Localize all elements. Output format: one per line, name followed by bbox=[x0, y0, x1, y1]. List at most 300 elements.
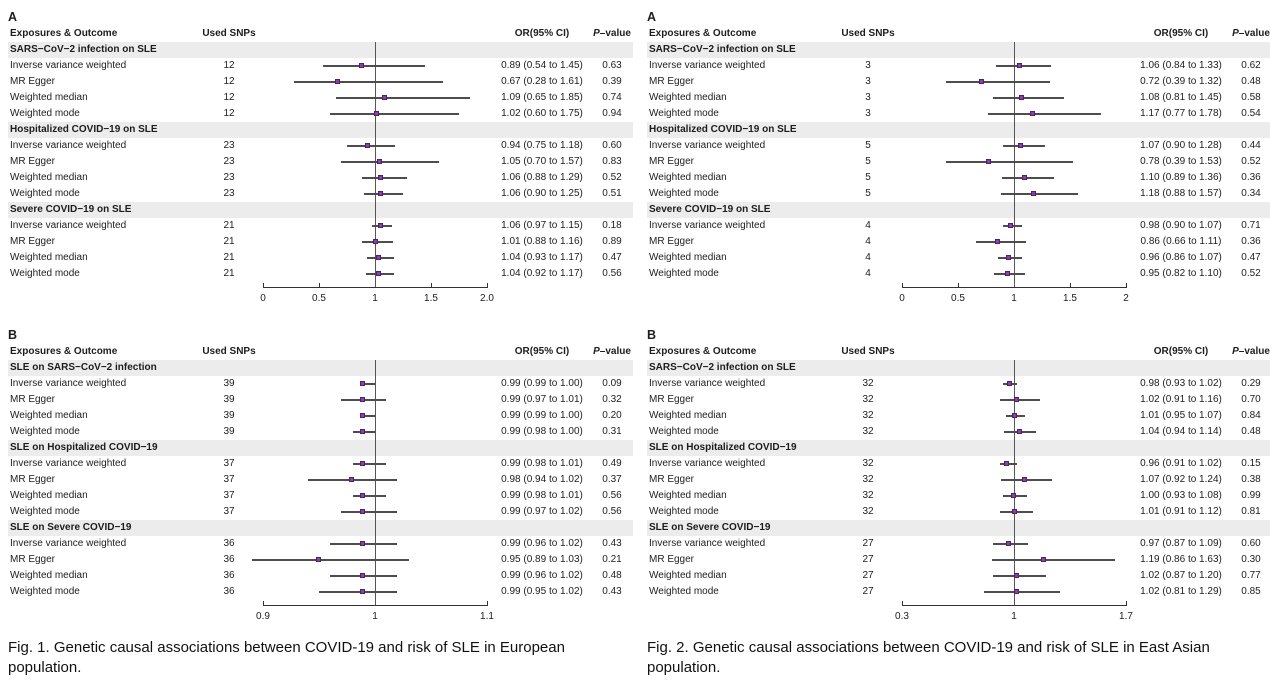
column-header-or-ci: OR(95% CI) bbox=[1153, 28, 1209, 39]
or-point-marker bbox=[382, 95, 387, 100]
or-ci-text: 0.99 (0.98 to 1.01) bbox=[501, 490, 583, 501]
confidence-interval-line bbox=[946, 81, 1050, 82]
confidence-interval-line bbox=[1003, 145, 1046, 146]
or-ci-text: 0.99 (0.99 to 1.00) bbox=[501, 410, 583, 421]
method-label: Weighted median bbox=[10, 92, 88, 103]
method-label: Inverse variance weighted bbox=[649, 140, 766, 151]
axis-tick bbox=[902, 601, 903, 606]
or-ci-text: 0.99 (0.95 to 1.02) bbox=[501, 586, 583, 597]
forest-data-row bbox=[647, 74, 1270, 90]
group-header-row bbox=[647, 122, 1270, 138]
confidence-interval-line bbox=[946, 161, 1074, 162]
column-header-exposures: Exposures & Outcome bbox=[649, 28, 757, 39]
forest-data-row bbox=[647, 266, 1270, 282]
confidence-interval-line bbox=[353, 463, 387, 464]
p-value: 0.77 bbox=[1241, 570, 1261, 581]
snp-count: 36 bbox=[223, 570, 235, 581]
axis-tick bbox=[319, 283, 320, 288]
or-point-marker bbox=[360, 381, 365, 386]
or-ci-text: 0.72 (0.39 to 1.32) bbox=[1140, 76, 1222, 87]
snp-count: 21 bbox=[223, 236, 235, 247]
forest-data-row bbox=[8, 376, 633, 392]
axis-tick bbox=[487, 601, 488, 606]
or-point-marker bbox=[1007, 381, 1012, 386]
snp-count: 27 bbox=[862, 570, 874, 581]
forest-data-row bbox=[647, 218, 1270, 234]
p-value: 0.36 bbox=[1241, 236, 1261, 247]
snp-count: 12 bbox=[223, 108, 235, 119]
or-ci-text: 0.99 (0.97 to 1.02) bbox=[501, 506, 583, 517]
snp-count: 21 bbox=[223, 220, 235, 231]
forest-data-row bbox=[8, 58, 633, 74]
pvalue-header-suffix: –value bbox=[1238, 28, 1270, 39]
p-value: 0.99 bbox=[1241, 490, 1261, 501]
forest-rows bbox=[8, 42, 633, 282]
reference-line bbox=[1014, 42, 1015, 287]
forest-data-row bbox=[8, 392, 633, 408]
method-label: Weighted mode bbox=[649, 506, 719, 517]
confidence-interval-line bbox=[992, 559, 1115, 560]
axis-tick bbox=[1070, 283, 1071, 288]
snp-count: 3 bbox=[865, 60, 871, 71]
forest-data-row bbox=[8, 138, 633, 154]
or-ci-text: 1.10 (0.89 to 1.36) bbox=[1140, 172, 1222, 183]
forest-rows bbox=[8, 360, 633, 600]
forest-panel bbox=[8, 8, 633, 312]
forest-panel bbox=[8, 326, 633, 630]
confidence-interval-line bbox=[330, 113, 459, 114]
axis-row bbox=[647, 282, 1270, 312]
or-point-marker bbox=[1011, 493, 1016, 498]
column-header-row bbox=[8, 26, 633, 42]
group-header-row bbox=[8, 122, 633, 138]
or-point-marker bbox=[1014, 589, 1019, 594]
method-label: MR Egger bbox=[10, 394, 56, 405]
forest-data-row bbox=[8, 504, 633, 520]
confidence-interval-line bbox=[319, 591, 397, 592]
forest-data-row bbox=[647, 472, 1270, 488]
group-header-row bbox=[8, 520, 633, 536]
panel-label: B bbox=[647, 328, 657, 342]
forest-data-row bbox=[8, 74, 633, 90]
snp-count: 21 bbox=[223, 268, 235, 279]
p-value: 0.39 bbox=[602, 76, 622, 87]
pvalue-header-suffix: –value bbox=[1238, 346, 1270, 357]
method-label: MR Egger bbox=[10, 474, 56, 485]
forest-data-row bbox=[8, 170, 633, 186]
snp-count: 37 bbox=[223, 506, 235, 517]
column-header-used-snps: Used SNPs bbox=[841, 346, 895, 357]
group-title: SARS−CoV−2 infection on SLE bbox=[649, 362, 796, 373]
or-point-marker bbox=[1006, 541, 1011, 546]
forest-data-row bbox=[8, 106, 633, 122]
snp-count: 23 bbox=[223, 156, 235, 167]
forest-data-row bbox=[647, 504, 1270, 520]
method-label: Weighted median bbox=[649, 252, 727, 263]
p-value: 0.94 bbox=[602, 108, 622, 119]
figure-2-east-asian bbox=[647, 8, 1270, 679]
method-label: Weighted median bbox=[649, 92, 727, 103]
method-label: Inverse variance weighted bbox=[649, 378, 766, 389]
snp-count: 12 bbox=[223, 92, 235, 103]
method-label: Weighted median bbox=[649, 570, 727, 581]
pvalue-header-italic-p: P bbox=[1232, 28, 1239, 39]
method-label: MR Egger bbox=[649, 156, 695, 167]
p-value: 0.30 bbox=[1241, 554, 1261, 565]
or-ci-text: 0.94 (0.75 to 1.18) bbox=[501, 140, 583, 151]
method-label: Inverse variance weighted bbox=[10, 140, 127, 151]
group-header-row bbox=[8, 440, 633, 456]
or-point-marker bbox=[995, 239, 1000, 244]
p-value: 0.43 bbox=[602, 538, 622, 549]
or-point-marker bbox=[335, 79, 340, 84]
or-ci-text: 1.04 (0.92 to 1.17) bbox=[501, 268, 583, 279]
or-point-marker bbox=[373, 239, 378, 244]
p-value: 0.37 bbox=[602, 474, 622, 485]
forest-data-row bbox=[647, 376, 1270, 392]
or-ci-text: 1.18 (0.88 to 1.57) bbox=[1140, 188, 1222, 199]
p-value: 0.18 bbox=[602, 220, 622, 231]
confidence-interval-line bbox=[1001, 479, 1052, 480]
axis-tick bbox=[958, 283, 959, 288]
or-ci-text: 0.89 (0.54 to 1.45) bbox=[501, 60, 583, 71]
forest-data-row bbox=[647, 456, 1270, 472]
method-label: Inverse variance weighted bbox=[649, 220, 766, 231]
forest-data-row bbox=[647, 170, 1270, 186]
column-header-row bbox=[647, 26, 1270, 42]
forest-data-row bbox=[8, 472, 633, 488]
confidence-interval-line bbox=[1000, 399, 1040, 400]
p-value: 0.58 bbox=[1241, 92, 1261, 103]
method-label: Weighted mode bbox=[649, 268, 719, 279]
or-ci-text: 0.67 (0.28 to 1.61) bbox=[501, 76, 583, 87]
column-header-pvalue bbox=[591, 344, 633, 360]
group-title: SLE on SARS−CoV−2 infection bbox=[10, 362, 157, 373]
p-value: 0.60 bbox=[602, 140, 622, 151]
figure-caption: Fig. 1. Genetic causal associations between COVID-19 and risk of SLE in European population. bbox=[8, 639, 565, 677]
method-label: Weighted mode bbox=[10, 188, 80, 199]
axis-tick-label: 0 bbox=[899, 293, 905, 304]
confidence-interval-line bbox=[347, 145, 395, 146]
or-ci-text: 1.09 (0.65 to 1.85) bbox=[501, 92, 583, 103]
confidence-interval-line bbox=[341, 161, 438, 162]
or-ci-text: 0.95 (0.89 to 1.03) bbox=[501, 554, 583, 565]
confidence-interval-line bbox=[364, 415, 375, 416]
snp-count: 4 bbox=[865, 236, 871, 247]
column-header-pvalue bbox=[1230, 344, 1270, 360]
column-header-exposures: Exposures & Outcome bbox=[10, 28, 118, 39]
pvalue-header-italic-p: P bbox=[1232, 346, 1239, 357]
snp-count: 27 bbox=[862, 538, 874, 549]
or-point-marker bbox=[360, 413, 365, 418]
axis-tick-label: 2 bbox=[1123, 293, 1129, 304]
or-ci-text: 1.17 (0.77 to 1.78) bbox=[1140, 108, 1222, 119]
p-value: 0.81 bbox=[1241, 506, 1261, 517]
snp-count: 12 bbox=[223, 76, 235, 87]
method-label: MR Egger bbox=[649, 394, 695, 405]
or-point-marker bbox=[378, 175, 383, 180]
or-point-marker bbox=[360, 397, 365, 402]
method-label: Weighted median bbox=[10, 490, 88, 501]
snp-count: 39 bbox=[223, 394, 235, 405]
forest-data-row bbox=[8, 536, 633, 552]
axis-tick-label: 1 bbox=[372, 293, 378, 304]
or-point-marker bbox=[1005, 271, 1010, 276]
or-ci-text: 0.98 (0.93 to 1.02) bbox=[1140, 378, 1222, 389]
or-ci-text: 1.06 (0.97 to 1.15) bbox=[501, 220, 583, 231]
or-point-marker bbox=[1018, 143, 1023, 148]
snp-count: 36 bbox=[223, 554, 235, 565]
or-ci-text: 0.78 (0.39 to 1.53) bbox=[1140, 156, 1222, 167]
axis-tick bbox=[487, 283, 488, 288]
forest-data-row bbox=[647, 392, 1270, 408]
group-header-row bbox=[8, 202, 633, 218]
or-point-marker bbox=[360, 589, 365, 594]
method-label: Inverse variance weighted bbox=[649, 60, 766, 71]
snp-count: 4 bbox=[865, 220, 871, 231]
column-header-or-ci: OR(95% CI) bbox=[1153, 346, 1209, 357]
or-point-marker bbox=[1012, 509, 1017, 514]
group-header-row bbox=[647, 42, 1270, 58]
or-point-marker bbox=[1006, 255, 1011, 260]
or-point-marker bbox=[365, 143, 370, 148]
confidence-interval-line bbox=[252, 559, 409, 560]
p-value: 0.48 bbox=[602, 570, 622, 581]
snp-count: 39 bbox=[223, 378, 235, 389]
or-point-marker bbox=[1019, 95, 1024, 100]
or-point-marker bbox=[374, 111, 379, 116]
snp-count: 32 bbox=[862, 474, 874, 485]
snp-count: 32 bbox=[862, 410, 874, 421]
snp-count: 5 bbox=[865, 188, 871, 199]
p-value: 0.48 bbox=[1241, 76, 1261, 87]
forest-data-row bbox=[8, 266, 633, 282]
or-ci-text: 1.06 (0.90 to 1.25) bbox=[501, 188, 583, 199]
or-point-marker bbox=[1008, 223, 1013, 228]
snp-count: 4 bbox=[865, 268, 871, 279]
snp-count: 5 bbox=[865, 172, 871, 183]
panel-label: B bbox=[8, 328, 18, 342]
confidence-interval-line bbox=[323, 65, 425, 66]
snp-count: 32 bbox=[862, 490, 874, 501]
pvalue-header-suffix: –value bbox=[599, 346, 631, 357]
p-value: 0.31 bbox=[602, 426, 622, 437]
or-point-marker bbox=[1041, 557, 1046, 562]
or-ci-text: 0.95 (0.82 to 1.10) bbox=[1140, 268, 1222, 279]
method-label: MR Egger bbox=[10, 554, 56, 565]
method-label: Weighted mode bbox=[649, 108, 719, 119]
method-label: Weighted median bbox=[10, 252, 88, 263]
confidence-interval-line bbox=[1002, 177, 1055, 178]
column-header-pvalue bbox=[1230, 26, 1270, 42]
group-title: SLE on Severe COVID−19 bbox=[649, 522, 771, 533]
column-header-exposures: Exposures & Outcome bbox=[10, 346, 118, 357]
or-ci-text: 1.02 (0.91 to 1.16) bbox=[1140, 394, 1222, 405]
p-value: 0.52 bbox=[602, 172, 622, 183]
snp-count: 23 bbox=[223, 188, 235, 199]
or-ci-text: 1.08 (0.81 to 1.45) bbox=[1140, 92, 1222, 103]
group-header-row bbox=[647, 202, 1270, 218]
forest-rows bbox=[647, 42, 1270, 282]
snp-count: 27 bbox=[862, 586, 874, 597]
or-point-marker bbox=[359, 63, 364, 68]
p-value: 0.34 bbox=[1241, 188, 1261, 199]
or-point-marker bbox=[360, 429, 365, 434]
column-header-plot-spacer bbox=[257, 344, 493, 360]
reference-line bbox=[375, 360, 376, 605]
p-value: 0.20 bbox=[602, 410, 622, 421]
or-ci-text: 1.02 (0.81 to 1.29) bbox=[1140, 586, 1222, 597]
p-value: 0.44 bbox=[1241, 140, 1261, 151]
or-ci-text: 1.01 (0.91 to 1.12) bbox=[1140, 506, 1222, 517]
axis-tick-label: 0.3 bbox=[895, 611, 909, 622]
or-point-marker bbox=[1004, 461, 1009, 466]
p-value: 0.09 bbox=[602, 378, 622, 389]
or-ci-text: 0.99 (0.96 to 1.02) bbox=[501, 570, 583, 581]
forest-data-row bbox=[8, 408, 633, 424]
forest-data-row bbox=[647, 408, 1270, 424]
forest-data-row bbox=[8, 456, 633, 472]
p-value: 0.60 bbox=[1241, 538, 1261, 549]
axis-tick-label: 1 bbox=[1011, 611, 1017, 622]
confidence-interval-line bbox=[364, 383, 375, 384]
or-ci-text: 0.99 (0.97 to 1.01) bbox=[501, 394, 583, 405]
snp-count: 3 bbox=[865, 76, 871, 87]
group-title: SLE on Hospitalized COVID−19 bbox=[10, 442, 158, 453]
forest-data-row bbox=[647, 568, 1270, 584]
forest-data-row bbox=[8, 552, 633, 568]
or-point-marker bbox=[377, 159, 382, 164]
p-value: 0.36 bbox=[1241, 172, 1261, 183]
p-value: 0.47 bbox=[602, 252, 622, 263]
or-ci-text: 1.05 (0.70 to 1.57) bbox=[501, 156, 583, 167]
confidence-interval-line bbox=[996, 65, 1051, 66]
snp-count: 37 bbox=[223, 458, 235, 469]
method-label: MR Egger bbox=[10, 236, 56, 247]
or-point-marker bbox=[1031, 191, 1036, 196]
p-value: 0.52 bbox=[1241, 156, 1261, 167]
axis-row bbox=[8, 282, 633, 312]
or-ci-text: 0.97 (0.87 to 1.09) bbox=[1140, 538, 1222, 549]
snp-count: 39 bbox=[223, 426, 235, 437]
p-value: 0.74 bbox=[602, 92, 622, 103]
panel-label: A bbox=[8, 10, 18, 24]
column-header-plot-spacer bbox=[257, 26, 493, 42]
axis-tick bbox=[263, 283, 264, 288]
confidence-interval-line bbox=[364, 193, 403, 194]
or-ci-text: 0.86 (0.66 to 1.11) bbox=[1140, 236, 1222, 247]
or-point-marker bbox=[360, 461, 365, 466]
snp-count: 21 bbox=[223, 252, 235, 263]
p-value: 0.83 bbox=[602, 156, 622, 167]
or-point-marker bbox=[376, 271, 381, 276]
snp-count: 32 bbox=[862, 394, 874, 405]
method-label: Weighted mode bbox=[649, 426, 719, 437]
panel-label: A bbox=[647, 10, 657, 24]
confidence-interval-line bbox=[984, 591, 1061, 592]
method-label: Inverse variance weighted bbox=[649, 458, 766, 469]
figure-1-european bbox=[8, 8, 633, 679]
or-ci-text: 1.04 (0.94 to 1.14) bbox=[1140, 426, 1222, 437]
column-header-plot-spacer bbox=[896, 344, 1132, 360]
axis-tick-label: 1.5 bbox=[1063, 293, 1077, 304]
or-ci-text: 1.06 (0.84 to 1.33) bbox=[1140, 60, 1222, 71]
group-header-row bbox=[647, 440, 1270, 456]
pvalue-header-italic-p: P bbox=[593, 28, 600, 39]
forest-data-row bbox=[8, 424, 633, 440]
p-value: 0.32 bbox=[602, 394, 622, 405]
method-label: Weighted mode bbox=[10, 586, 80, 597]
method-label: Weighted mode bbox=[649, 586, 719, 597]
column-header-used-snps: Used SNPs bbox=[202, 28, 256, 39]
axis-tick bbox=[902, 283, 903, 288]
or-point-marker bbox=[376, 255, 381, 260]
or-ci-text: 1.06 (0.88 to 1.29) bbox=[501, 172, 583, 183]
confidence-interval-line bbox=[336, 97, 470, 98]
p-value: 0.89 bbox=[602, 236, 622, 247]
snp-count: 36 bbox=[223, 586, 235, 597]
forest-panel bbox=[647, 326, 1270, 630]
column-header-plot-spacer bbox=[896, 26, 1132, 42]
or-point-marker bbox=[1022, 477, 1027, 482]
or-ci-text: 1.07 (0.92 to 1.24) bbox=[1140, 474, 1222, 485]
axis-row bbox=[647, 600, 1270, 630]
column-header-exposures: Exposures & Outcome bbox=[649, 346, 757, 357]
or-point-marker bbox=[349, 477, 354, 482]
confidence-interval-line bbox=[362, 177, 408, 178]
method-label: Weighted median bbox=[649, 410, 727, 421]
column-header-row bbox=[8, 344, 633, 360]
or-ci-text: 1.04 (0.93 to 1.17) bbox=[501, 252, 583, 263]
group-title: SLE on Hospitalized COVID−19 bbox=[649, 442, 797, 453]
forest-data-row bbox=[8, 186, 633, 202]
or-point-marker bbox=[360, 573, 365, 578]
or-point-marker bbox=[316, 557, 321, 562]
forest-data-row bbox=[647, 186, 1270, 202]
column-header-pvalue bbox=[591, 26, 633, 42]
p-value: 0.62 bbox=[1241, 60, 1261, 71]
forest-data-row bbox=[8, 218, 633, 234]
axis-row bbox=[8, 600, 633, 630]
p-value: 0.85 bbox=[1241, 586, 1261, 597]
method-label: Weighted median bbox=[10, 410, 88, 421]
forest-data-row bbox=[8, 568, 633, 584]
forest-data-row bbox=[647, 424, 1270, 440]
column-header-or-ci: OR(95% CI) bbox=[514, 28, 570, 39]
or-ci-text: 0.98 (0.94 to 1.02) bbox=[501, 474, 583, 485]
method-label: Weighted median bbox=[649, 490, 727, 501]
p-value: 0.84 bbox=[1241, 410, 1261, 421]
method-label: Inverse variance weighted bbox=[10, 60, 127, 71]
group-title: SARS−CoV−2 infection on SLE bbox=[649, 44, 796, 55]
forest-data-row bbox=[8, 584, 633, 600]
method-label: MR Egger bbox=[649, 236, 695, 247]
axis-tick-label: 1.5 bbox=[424, 293, 438, 304]
snp-count: 3 bbox=[865, 108, 871, 119]
forest-rows bbox=[647, 360, 1270, 600]
forest-panel bbox=[647, 8, 1270, 312]
or-point-marker bbox=[360, 509, 365, 514]
snp-count: 4 bbox=[865, 252, 871, 263]
p-value: 0.29 bbox=[1241, 378, 1261, 389]
snp-count: 27 bbox=[862, 554, 874, 565]
p-value: 0.52 bbox=[1241, 268, 1261, 279]
or-point-marker bbox=[1030, 111, 1035, 116]
or-ci-text: 0.96 (0.91 to 1.02) bbox=[1140, 458, 1222, 469]
or-ci-text: 1.00 (0.93 to 1.08) bbox=[1140, 490, 1222, 501]
pvalue-header-italic-p: P bbox=[593, 346, 600, 357]
axis-tick-label: 1.1 bbox=[480, 611, 494, 622]
